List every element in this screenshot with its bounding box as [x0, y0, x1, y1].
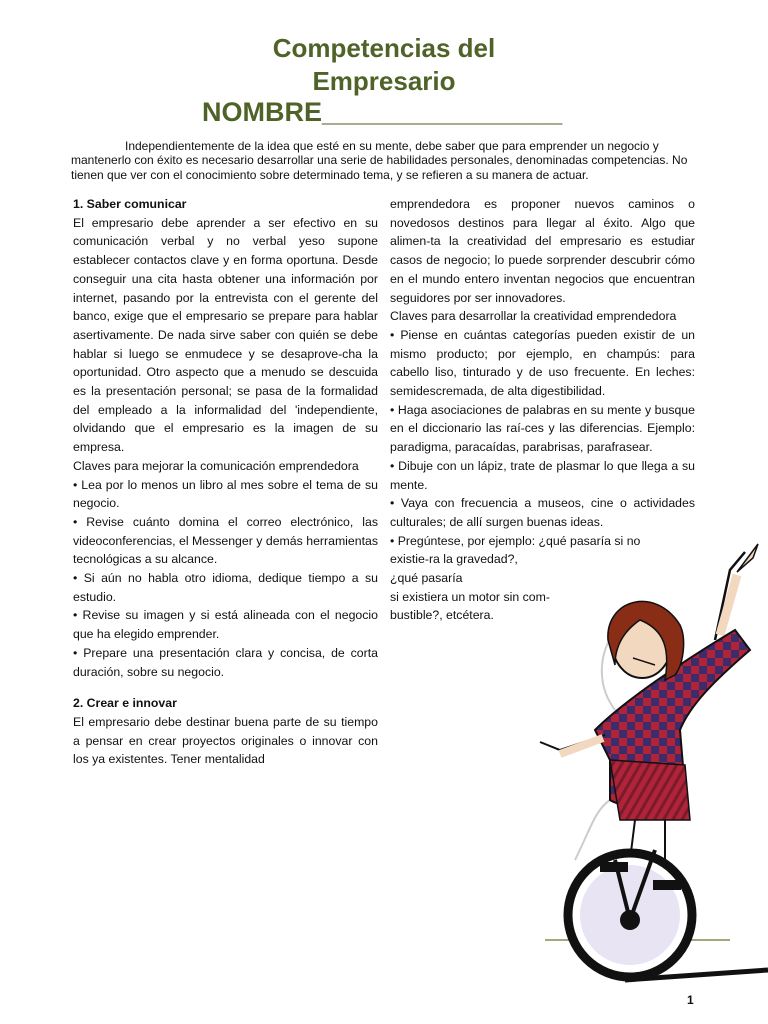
section2-bullet: • Piense en cuántas categorías pueden existir de un mismo producto; por ejemplo, en champús: para cabello liso, tinturado y de uso frecuente. En leches: semidescremada, de alta digestibilidad.	[390, 327, 695, 399]
section1-bullet: • Revise su imagen y si está alineada con el negocio que ha elegido emprender.	[73, 608, 378, 642]
section1-body: El empresario debe aprender a ser efectivo en su comunicación verbal y no verbal yeso supone establecer contactos clave y en forma oportuna. Desde conseguir una cita hasta obtener una información por internet, pasando por la entrevista con el gerente del banco, exige que el empresario se prepare para hablar asertivamente. De nada sirve saber con quién se debe hablar si luego se enmudece y se desaprove-cha la oportunidad. Otro aspecto que a menudo se descuida es la presentación personal; se pasa de la formalidad del empleado a la informalidad del 'independiente, olvidando que el empresario es la imagen de su empresa.	[73, 215, 378, 455]
section2-body: El empresario debe destinar buena parte de su tiempo a pensar en crear proyectos originales o innovar con los ya existentes. Tener mentalidad	[73, 714, 378, 767]
section2-bullet-line: existie-ra la gravedad?,	[390, 552, 518, 567]
section2-bullet: • Haga asociaciones de palabras en su mente y busque en el diccionario las raí-ces y las diferencias. Ejemplo: paradigma, paracaídas, parabrisas, parafrasear.	[390, 402, 695, 455]
section1-claves-title: Claves para mejorar la comunicación emprendedora	[73, 458, 359, 473]
section2-bullet-line: ¿qué pasaría	[390, 571, 463, 586]
section1-heading: 1. Saber comunicar	[73, 197, 187, 211]
section1-bullet: • Lea por lo menos un libro al mes sobre el tema de su negocio.	[73, 477, 378, 511]
section2-bullet: • Vaya con frecuencia a museos, cine o actividades culturales; de allí surgen buenas ideas.	[390, 496, 695, 529]
section1-bullet: • Si aún no habla otro idioma, dedique tiempo a su estudio.	[73, 571, 378, 604]
section1-bullet: • Revise cuánto domina el correo electrónico, las videoconferencias, el Messenger y demás herramientas tecnológicas a su alcance.	[73, 514, 378, 567]
title-line-1: Competencias del	[272, 33, 496, 63]
page-number: 1	[687, 993, 694, 1007]
unicycle-woman-illustration	[515, 530, 768, 990]
section1-bullet: • Prepare una presentación clara y concisa, de corta duración, sobre su negocio.	[73, 645, 378, 679]
section2-bullet: • Dibuje con un lápiz, trate de plasmar lo que llega a su mente.	[390, 458, 695, 492]
intro-paragraph: Independientemente de la idea que esté en su mente, debe saber que para emprender un negocio y mantenerlo con éxito es necesario desarrollar una serie de habilidades personales, denominadas competencias. No tienen que ver con el conocimiento sobre determinado tema, y se refieren a su manera de actuar.	[71, 139, 688, 182]
left-column	[73, 195, 378, 769]
name-field-label: NOMBRE________________	[202, 97, 563, 127]
section2-bullet-line: bustible?, etcétera.	[390, 608, 494, 623]
section2-continuation: emprendedora es proponer nuevos caminos o novedosos destinos para llegar al éxito. Algo que alimen-ta la creatividad del empresario es estudiar casos de negocio; lo puede sorprender descubrir cómo en el mundo entero inventan negocios que encuentran seguidores por ser innovadores.	[390, 197, 695, 305]
section2-bullet-line: si existiera un motor sin com-	[390, 589, 550, 604]
section2-claves-title: Claves para desarrollar la creatividad emprendedora	[390, 309, 677, 324]
section2-heading: 2. Crear e innovar	[73, 696, 177, 711]
section2-bullet-line: • Pregúntese, por ejemplo: ¿qué pasaría si no	[390, 533, 641, 548]
title-line-2: Empresario	[312, 66, 456, 96]
